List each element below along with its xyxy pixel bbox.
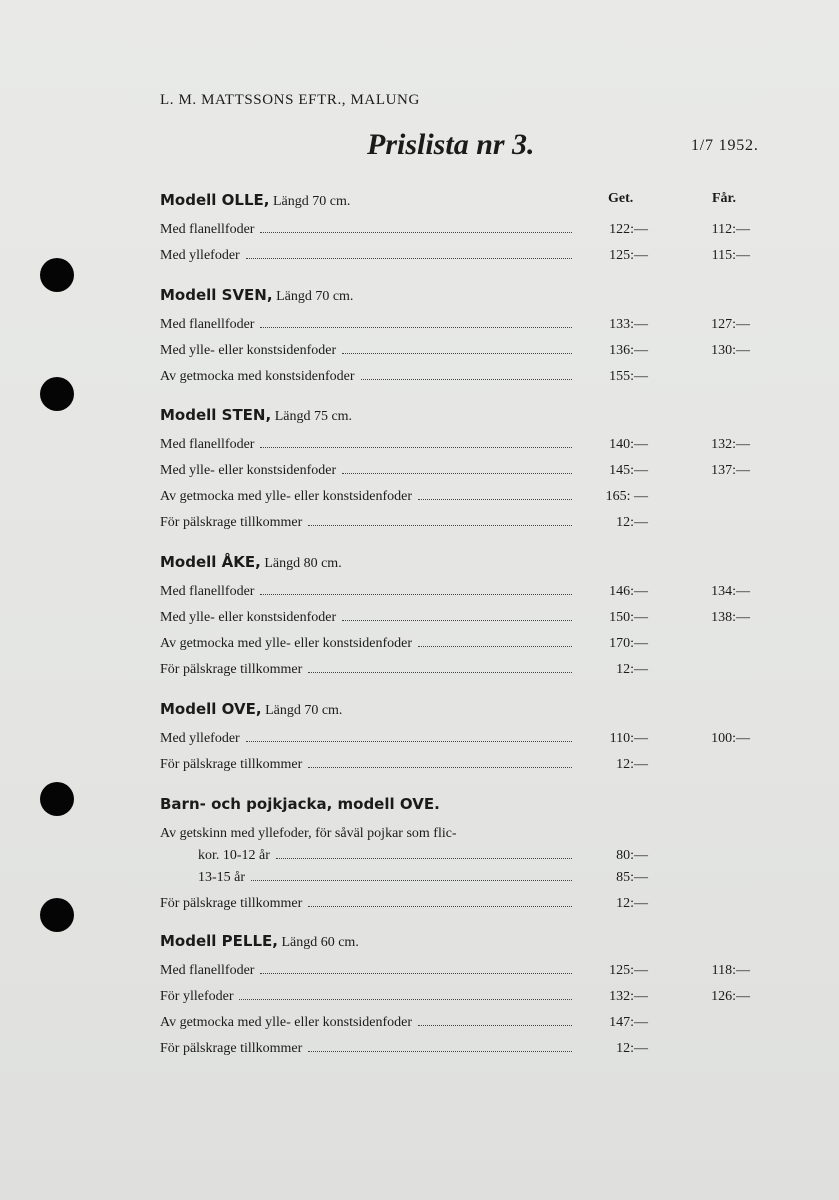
price-get: 170:— [609,636,648,651]
model-length: Längd 70 cm. [276,289,354,304]
price-get: 12:— [616,1041,648,1056]
dot-leader [251,880,572,881]
price-get: 145:— [609,463,648,478]
column-header-get: Get. [608,191,634,206]
row-label: Av getmocka med konstsidenfoder [160,369,355,384]
price-row [160,437,780,457]
price-get: 150:— [609,610,648,625]
price-row [160,989,780,1009]
model-length: Längd 70 cm. [272,194,351,209]
price-row [160,1041,780,1061]
row-label: Av getmocka med ylle- eller konstsidenfoder [160,489,413,504]
price-get: 122:— [609,222,648,237]
price-get: 12:— [616,662,648,677]
model-name: Modell ÅKE, [160,553,261,571]
price-get: 165: — [605,489,648,504]
price-get: 12:— [616,757,648,772]
dot-leader [308,906,572,907]
punch-hole [40,782,74,816]
price-row [160,848,780,868]
model-name: Modell SVEN, [160,286,273,304]
price-get: 80:— [616,848,648,863]
price-far: 112:— [711,222,750,237]
model-name: Modell PELLE, [160,932,278,950]
dot-leader [342,620,572,621]
price-far: 118:— [711,963,750,978]
price-row [160,870,780,890]
price-far: 137:— [711,463,750,478]
price-get: 132:— [609,989,648,1004]
model-length: Längd 75 cm. [274,409,353,424]
price-row [160,662,780,682]
dot-leader [260,232,572,233]
price-row [160,636,780,656]
price-row [160,463,780,483]
price-row [160,515,780,535]
price-far: 126:— [711,989,750,1004]
price-row [160,757,780,777]
row-label: Med flanellfoder [160,584,255,599]
price-row [160,343,780,363]
price-get: 155:— [609,369,648,384]
price-get: 140:— [609,437,648,452]
section-heading [160,191,350,210]
section-heading [160,406,352,425]
price-get: 133:— [609,317,648,332]
section-heading [160,286,353,305]
price-get: 147:— [609,1015,648,1030]
price-row [160,369,780,389]
price-row [160,489,780,509]
dot-leader [342,473,572,474]
price-row [160,896,780,916]
section-heading [160,700,342,719]
section-intro: Av getskinn med yllefoder, för såväl pojkar som flic- [160,826,457,841]
dot-leader [260,447,572,448]
column-header-far: Får. [712,191,736,206]
row-label: Med ylle- eller konstsidenfoder [160,463,337,478]
company-name: L. M. MATTSSONS EFTR., MALUNG [160,92,420,108]
price-far: 132:— [711,437,750,452]
price-row [160,248,780,268]
price-far: 130:— [711,343,750,358]
price-get: 146:— [609,584,648,599]
dot-leader [276,858,572,859]
price-get: 12:— [616,896,648,911]
price-row [160,1015,780,1035]
price-get: 136:— [609,343,648,358]
price-row [160,963,780,983]
dot-leader [361,379,572,380]
price-get: 85:— [616,870,648,885]
punch-hole [40,898,74,932]
dot-leader [246,258,572,259]
price-far: 134:— [711,584,750,599]
dot-leader [308,672,572,673]
row-label: För pälskrage tillkommer [160,1041,303,1056]
page-title: Prislista nr 3. [367,128,535,161]
price-row [160,731,780,751]
row-label: För pälskrage tillkommer [160,515,303,530]
model-name: Barn- och pojkjacka, modell OVE. [160,795,440,813]
price-get: 12:— [616,515,648,530]
section-heading [160,932,359,951]
price-far: 100:— [711,731,750,746]
dot-leader [246,741,572,742]
model-name: Modell STEN, [160,406,272,424]
row-label: Av getmocka med ylle- eller konstsidenfoder [160,636,413,651]
model-name: Modell OVE, [160,700,262,718]
row-label: Med ylle- eller konstsidenfoder [160,343,337,358]
dot-leader [260,327,572,328]
model-length: Längd 60 cm. [281,935,359,950]
row-label: kor. 10-12 år [198,848,270,863]
date: 1/7 1952. [691,137,759,154]
row-label: 13-15 år [198,870,246,885]
model-name: Modell OLLE, [160,191,270,209]
row-label: Med flanellfoder [160,963,255,978]
price-get: 125:— [609,963,648,978]
price-row [160,610,780,630]
row-label: För pälskrage tillkommer [160,757,303,772]
price-far: 127:— [711,317,750,332]
price-far: 115:— [711,248,750,263]
dot-leader [260,594,572,595]
dot-leader [418,1025,572,1026]
dot-leader [308,767,572,768]
dot-leader [342,353,572,354]
punch-hole [40,258,74,292]
row-label: Med flanellfoder [160,317,255,332]
dot-leader [418,499,572,500]
section-heading [160,795,440,814]
dot-leader [308,525,572,526]
dot-leader [239,999,572,1000]
price-row [160,584,780,604]
row-label: Med flanellfoder [160,222,255,237]
row-label: Med ylle- eller konstsidenfoder [160,610,337,625]
price-get: 125:— [609,248,648,263]
price-get: 110:— [609,731,648,746]
price-far: 138:— [711,610,750,625]
price-row [160,317,780,337]
dot-leader [308,1051,572,1052]
dot-leader [260,973,572,974]
row-label: Av getmocka med ylle- eller konstsidenfoder [160,1015,413,1030]
row-label: Med yllefoder [160,731,240,746]
price-row [160,222,780,242]
model-length: Längd 70 cm. [265,703,343,718]
row-label: För pälskrage tillkommer [160,662,303,677]
row-label: För yllefoder [160,989,234,1004]
punch-hole [40,377,74,411]
row-label: För pälskrage tillkommer [160,896,303,911]
section-heading [160,553,342,572]
dot-leader [418,646,572,647]
row-label: Med flanellfoder [160,437,255,452]
row-label: Med yllefoder [160,248,240,263]
model-length: Längd 80 cm. [264,556,342,571]
